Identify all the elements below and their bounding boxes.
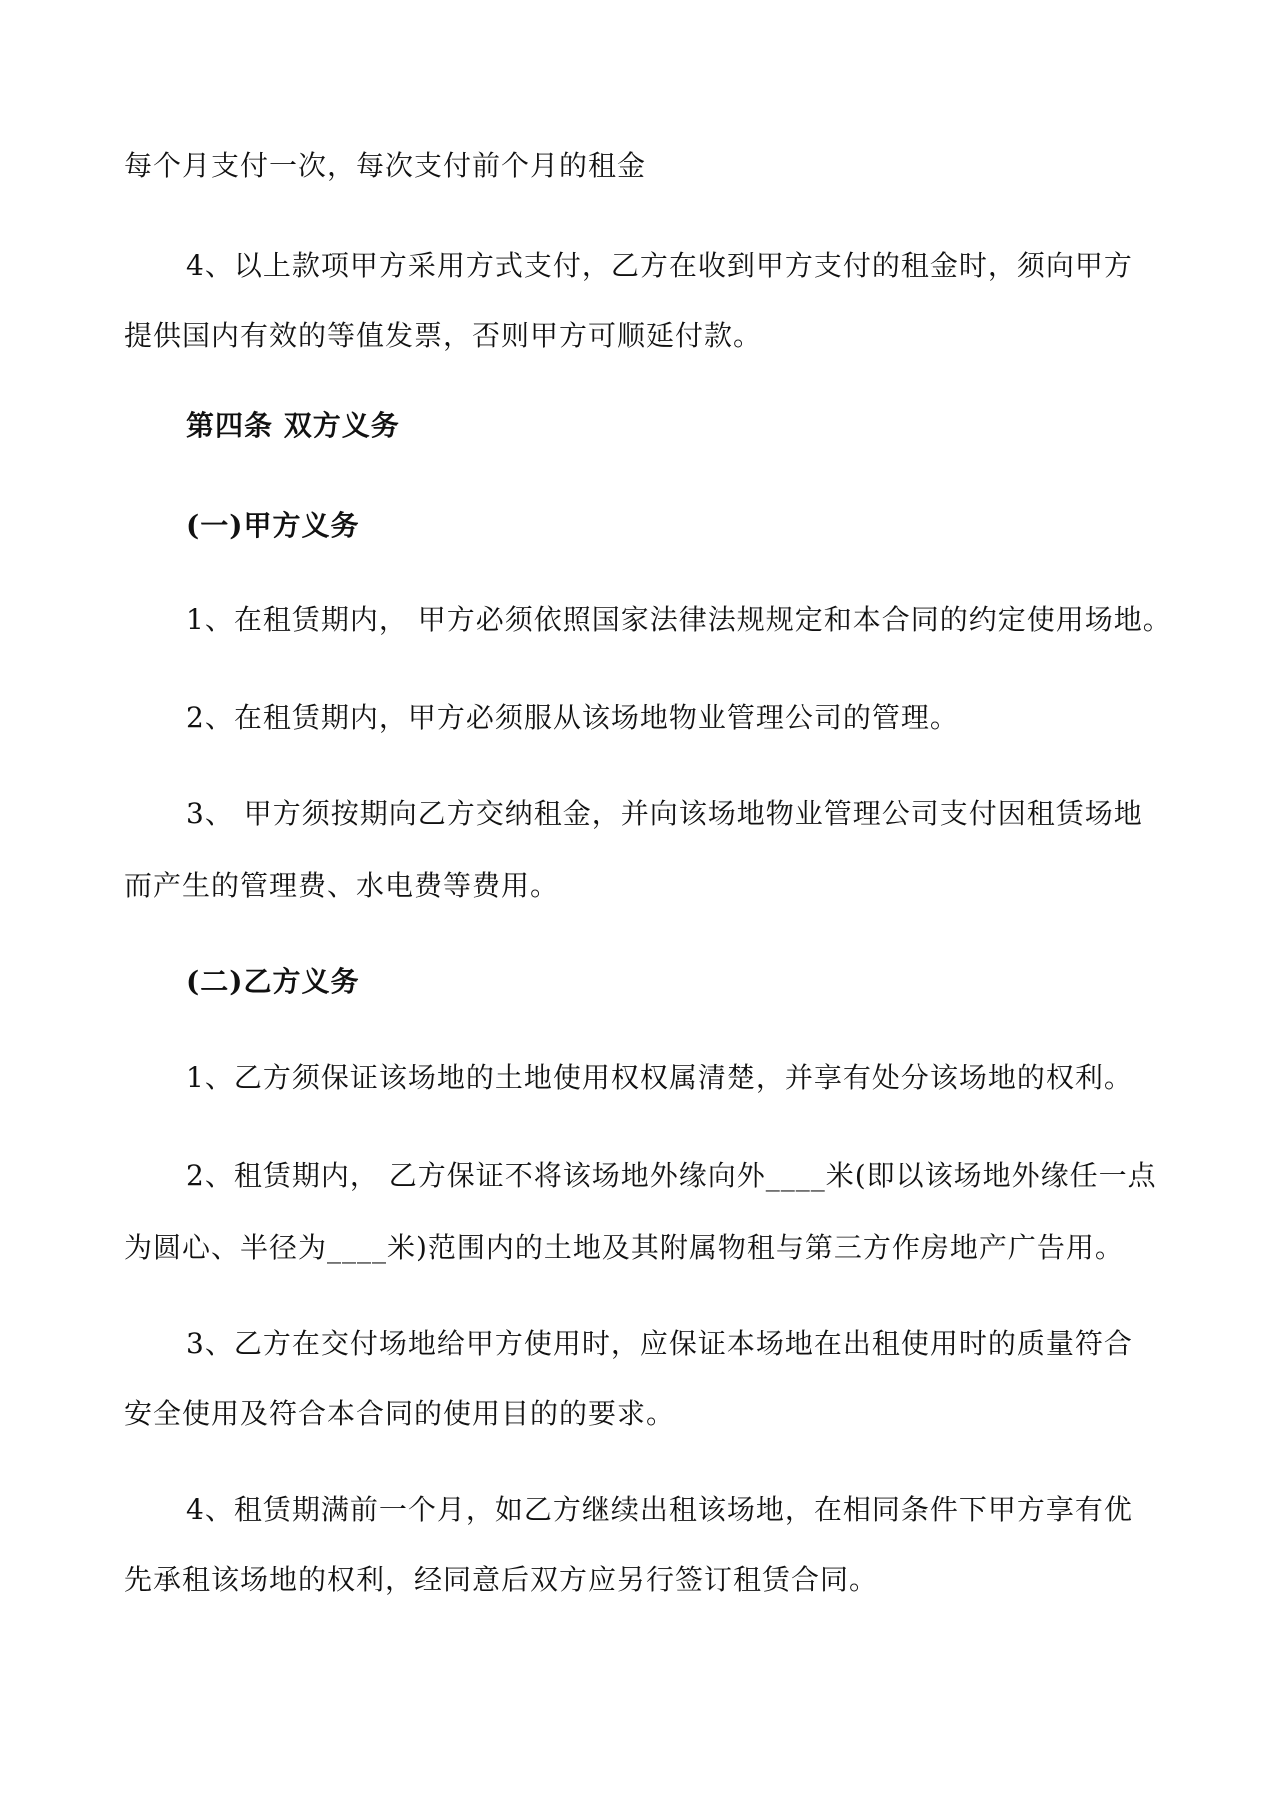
text-line-13: 为圆心、半径为____米)范围内的土地及其附属物租与第三方作房地产广告用。	[124, 1231, 1124, 1264]
text-line-3: 提供国内有效的等值发票，否则甲方可顺延付款。	[124, 319, 763, 352]
text-line-15: 安全使用及符合本合同的使用目的的要求。	[124, 1397, 676, 1430]
text-line-7: 2、在租赁期内，甲方必须服从该场地物业管理公司的管理。	[186, 701, 959, 734]
text-line-17: 先承租该场地的权利，经同意后双方应另行签订租赁合同。	[124, 1563, 879, 1596]
text-line-2: 4、以上款项甲方采用方式支付，乙方在收到甲方支付的租金时，须向甲方	[186, 249, 1133, 282]
subsection-heading-party-a: (一)甲方义务	[186, 509, 360, 542]
text-line-1: 每个月支付一次，每次支付前个月的租金	[124, 149, 647, 182]
text-line-16: 4、租赁期满前一个月，如乙方继续出租该场地，在相同条件下甲方享有优	[186, 1493, 1133, 1526]
subsection-heading-party-b: (二)乙方义务	[186, 965, 360, 998]
text-line-8: 3、 甲方须按期向乙方交纳租金，并向该场地物业管理公司支付因租赁场地	[186, 797, 1143, 830]
section-heading: 第四条 双方义务	[186, 409, 400, 442]
text-line-11: 1、乙方须保证该场地的土地使用权权属清楚，并享有处分该场地的权利。	[186, 1061, 1133, 1094]
text-line-14: 3、乙方在交付场地给甲方使用时，应保证本场地在出租使用时的质量符合	[186, 1327, 1133, 1360]
text-line-9: 而产生的管理费、水电费等费用。	[124, 869, 560, 902]
text-line-6: 1、在租赁期内， 甲方必须依照国家法律法规规定和本合同的约定使用场地。	[186, 603, 1172, 636]
text-line-12: 2、租赁期内， 乙方保证不将该场地外缘向外____米(即以该场地外缘任一点	[186, 1159, 1157, 1192]
